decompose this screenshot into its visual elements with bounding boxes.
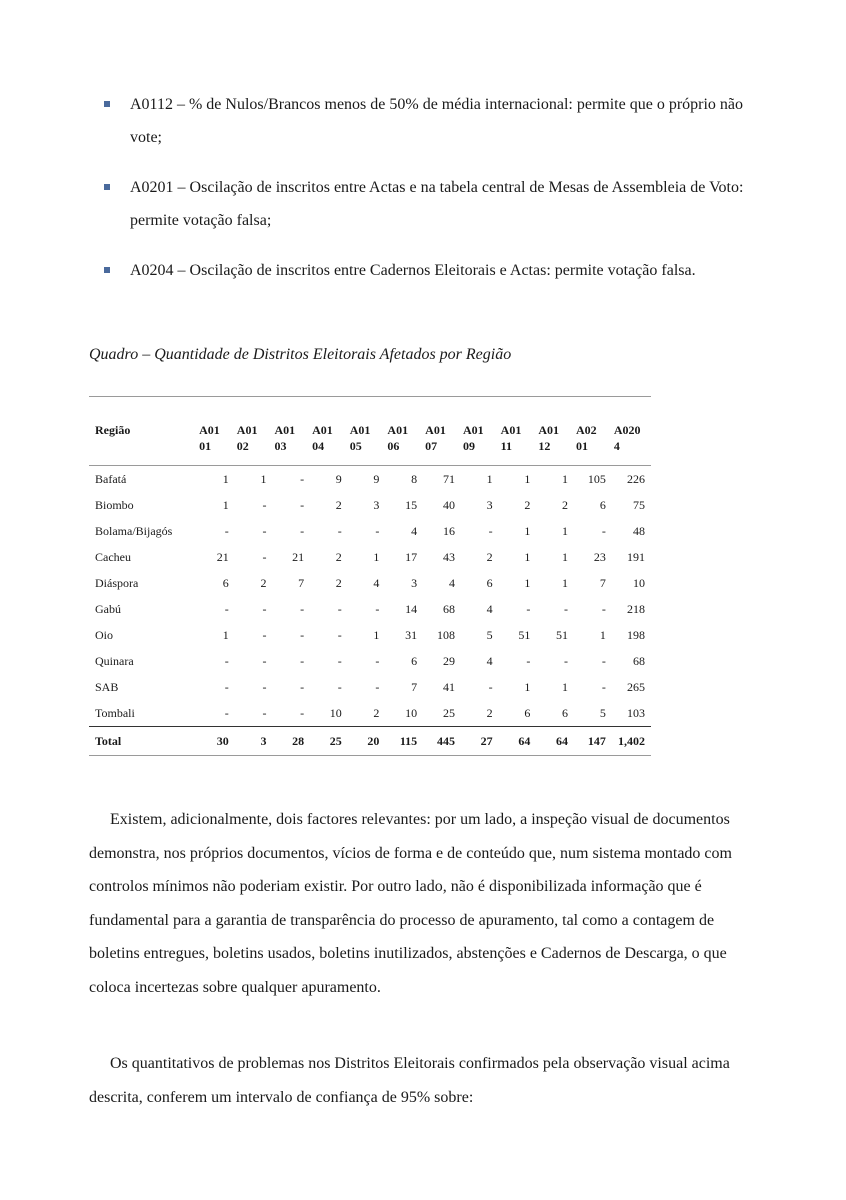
value-cell: - — [375, 680, 380, 694]
column-header-line2: 01 — [199, 439, 212, 453]
value-cell: 9 — [373, 472, 380, 486]
region-cell: Gabú — [95, 602, 121, 616]
value-cell: 17 — [405, 550, 418, 564]
value-cell: 1 — [524, 550, 531, 564]
bullet-text: A0201 – Oscilação de inscritos entre Actas e na tabela central de Mesas de Assembleia de Voto: permite votação falsa; — [130, 179, 744, 229]
value-cell: 1 — [373, 628, 380, 642]
table-caption: Quadro – Quantidade de Distritos Eleitorais Afetados por Região — [89, 346, 512, 363]
paragraph: Os quantitativos de problemas nos Distritos Eleitorais confirmados pela observação visual acima descrita, conferem um intervalo de confiança de 95% sobre: — [89, 1055, 730, 1106]
value-cell: 265 — [627, 680, 645, 694]
value-cell: 6 — [599, 498, 606, 512]
table-row — [89, 518, 651, 544]
value-cell: - — [262, 706, 267, 720]
value-cell: 1 — [561, 680, 568, 694]
table-row — [89, 466, 651, 493]
value-cell: - — [601, 602, 606, 616]
value-cell: - — [224, 680, 229, 694]
value-cell: - — [300, 680, 305, 694]
column-header-line1: A01 — [425, 423, 446, 437]
table-row — [89, 492, 651, 518]
value-cell: 1 — [524, 680, 531, 694]
value-cell: - — [375, 602, 380, 616]
value-cell: 2 — [260, 576, 267, 590]
column-header — [348, 399, 386, 466]
table-header-row — [89, 399, 651, 466]
column-header — [385, 399, 423, 466]
value-cell: 6 — [561, 706, 568, 720]
bullet-item — [104, 88, 764, 154]
table-row — [89, 648, 651, 674]
value-cell: 6 — [222, 576, 229, 590]
column-header — [612, 399, 651, 466]
value-cell: 15 — [405, 498, 418, 512]
value-cell: - — [262, 680, 267, 694]
value-cell: 105 — [587, 472, 606, 486]
column-header-line1: A01 — [463, 423, 484, 437]
region-cell: Total — [89, 727, 197, 756]
value-cell: - — [300, 706, 305, 720]
column-header-line2: 03 — [274, 439, 287, 453]
value-cell: 48 — [633, 524, 645, 538]
value-cell: 1 — [260, 472, 267, 486]
value-cell: 3 — [235, 727, 273, 756]
value-cell: 218 — [627, 602, 645, 616]
value-cell: 1 — [524, 472, 531, 486]
value-cell: - — [337, 628, 342, 642]
table-row — [89, 700, 651, 727]
value-cell: 7 — [599, 576, 606, 590]
column-header-line2: 11 — [500, 439, 513, 453]
value-cell: 68 — [633, 654, 645, 668]
value-cell: 75 — [633, 498, 645, 512]
paragraph: Existem, adicionalmente, dois factores relevantes: por um lado, a inspeção visual de documentos demonstra, nos próprios documentos, vícios de forma e de conteúdo que, num sistema montado com controlos mínimos não poderiam existir. Por outro lado, não é disponibilizada informação que é fundamental para a garantia de transparência do processo de apuramento, tal como a contagem de boletins entregues, boletins usados, boletins inutilizados, abstenções e Cadernos de Descarga, o que coloca incertezas sobre qualquer apuramento. — [89, 811, 732, 996]
value-cell: 445 — [423, 727, 461, 756]
bullet-item — [104, 254, 764, 287]
value-cell: - — [224, 706, 229, 720]
table-row — [89, 674, 651, 700]
value-cell: 1 — [222, 498, 229, 512]
value-cell: 16 — [443, 524, 456, 538]
value-cell: - — [375, 524, 380, 538]
value-cell: - — [601, 654, 606, 668]
value-cell: 4 — [411, 524, 418, 538]
column-header-line1: A01 — [349, 423, 371, 437]
value-cell: 64 — [499, 727, 537, 756]
value-cell: 1 — [222, 628, 229, 642]
value-cell: 1 — [222, 472, 229, 486]
region-cell: Cacheu — [95, 550, 131, 564]
value-cell: 6 — [486, 576, 493, 590]
value-cell: 2 — [561, 498, 568, 512]
value-cell: 27 — [461, 727, 499, 756]
column-header-line1: A01 — [538, 423, 559, 437]
column-header — [310, 399, 348, 466]
value-cell: 30 — [197, 727, 235, 756]
value-cell: 115 — [385, 727, 423, 756]
value-cell: - — [563, 654, 568, 668]
value-cell: 10 — [633, 576, 645, 590]
value-cell: 28 — [272, 727, 310, 756]
bullet-square-icon — [104, 101, 110, 107]
column-header-line2: 06 — [387, 439, 400, 453]
table-row — [89, 570, 651, 596]
value-cell: - — [526, 602, 531, 616]
column-header-line1: A01 — [274, 423, 296, 437]
value-cell: 3 — [373, 498, 380, 512]
value-cell: 20 — [348, 727, 386, 756]
value-cell: - — [488, 524, 493, 538]
value-cell: 68 — [443, 602, 456, 616]
value-cell: - — [337, 524, 342, 538]
value-cell: 41 — [443, 680, 456, 694]
value-cell: - — [262, 654, 267, 668]
districts-table — [89, 396, 651, 756]
region-cell: Bolama/Bijagós — [95, 524, 173, 538]
value-cell: 147 — [574, 727, 612, 756]
column-header — [536, 399, 574, 466]
value-cell: 29 — [443, 654, 456, 668]
region-cell: SAB — [95, 680, 119, 694]
value-cell: 25 — [310, 727, 348, 756]
column-header-line2: 07 — [425, 439, 438, 453]
value-cell: 6 — [411, 654, 418, 668]
column-header — [235, 399, 273, 466]
value-cell: 198 — [627, 628, 645, 642]
region-header: Região — [95, 423, 131, 437]
value-cell: - — [224, 602, 229, 616]
column-header-line2: 05 — [349, 439, 362, 453]
value-cell: 1 — [561, 550, 568, 564]
value-cell: 1 — [486, 472, 493, 486]
column-header-line2: 12 — [538, 439, 551, 453]
column-header-line1: A02 — [575, 423, 597, 437]
table-row — [89, 596, 651, 622]
region-cell: Tombali — [95, 706, 135, 720]
column-header-line1: A01 — [199, 423, 220, 437]
value-cell: 5 — [599, 706, 606, 720]
column-header-line2: 02 — [236, 439, 249, 453]
value-cell: - — [337, 654, 342, 668]
column-header-line2: 09 — [463, 439, 476, 453]
value-cell: - — [262, 602, 267, 616]
value-cell: - — [262, 524, 267, 538]
total-row — [89, 727, 651, 756]
value-cell: 4 — [373, 576, 380, 590]
value-cell: 2 — [373, 706, 380, 720]
table-body — [89, 466, 651, 756]
value-cell: 51 — [518, 628, 531, 642]
value-cell: 191 — [627, 550, 645, 564]
value-cell: 4 — [486, 654, 493, 668]
value-cell: 10 — [329, 706, 342, 720]
value-cell: 4 — [486, 602, 493, 616]
value-cell: 2 — [524, 498, 531, 512]
value-cell: 51 — [555, 628, 568, 642]
value-cell: 10 — [405, 706, 418, 720]
value-cell: - — [300, 472, 305, 486]
value-cell: - — [300, 602, 305, 616]
value-cell: 1 — [561, 576, 568, 590]
value-cell: - — [262, 498, 267, 512]
value-cell: - — [375, 654, 380, 668]
value-cell: 1,402 — [612, 727, 651, 756]
value-cell: 7 — [411, 680, 418, 694]
value-cell: 25 — [443, 706, 456, 720]
value-cell: 21 — [292, 550, 305, 564]
value-cell: - — [300, 524, 305, 538]
value-cell: 1 — [599, 628, 606, 642]
column-header-line1: A01 — [236, 423, 258, 437]
bullet-square-icon — [104, 184, 110, 190]
value-cell: - — [224, 524, 229, 538]
value-cell: 64 — [536, 727, 574, 756]
value-cell: 40 — [443, 498, 456, 512]
column-header-line1: A01 — [312, 423, 333, 437]
value-cell: 71 — [443, 472, 456, 486]
bullet-item — [104, 171, 764, 237]
column-header — [461, 399, 499, 466]
column-header-line2: 4 — [613, 439, 620, 453]
value-cell: 1 — [561, 524, 568, 538]
column-header — [423, 399, 461, 466]
bullet-text: A0204 – Oscilação de inscritos entre Cadernos Eleitorais e Actas: permite votação falsa. — [130, 262, 696, 279]
value-cell: 4 — [449, 576, 456, 590]
column-header-line1: A01 — [500, 423, 522, 437]
value-cell: 2 — [335, 498, 342, 512]
value-cell: - — [300, 498, 305, 512]
region-cell: Biombo — [95, 498, 134, 512]
value-cell: 1 — [373, 550, 380, 564]
value-cell: 6 — [524, 706, 531, 720]
value-cell: 2 — [335, 550, 342, 564]
value-cell: - — [337, 602, 342, 616]
bullet-square-icon — [104, 267, 110, 273]
column-header — [272, 399, 310, 466]
value-cell: 43 — [443, 550, 456, 564]
value-cell: - — [224, 654, 229, 668]
column-header-line2: 01 — [575, 439, 588, 453]
column-header-line1: A01 — [387, 423, 409, 437]
value-cell: 2 — [486, 706, 493, 720]
value-cell: 2 — [486, 550, 493, 564]
value-cell: 31 — [405, 628, 418, 642]
value-cell: 21 — [216, 550, 229, 564]
region-cell: Diáspora — [95, 576, 139, 590]
column-header — [574, 399, 612, 466]
value-cell: 3 — [411, 576, 418, 590]
criteria-bullet-list — [104, 88, 764, 304]
value-cell: 5 — [486, 628, 493, 642]
value-cell: 1 — [561, 472, 568, 486]
value-cell: 3 — [486, 498, 493, 512]
value-cell: 1 — [524, 524, 531, 538]
value-cell: 14 — [405, 602, 418, 616]
bullet-text: A0112 – % de Nulos/Brancos menos de 50% de média internacional: permite que o próprio não vote; — [130, 96, 744, 146]
value-cell: 2 — [335, 576, 342, 590]
table-row — [89, 622, 651, 648]
column-header — [499, 399, 537, 466]
value-cell: 1 — [524, 576, 531, 590]
region-cell: Bafatá — [95, 472, 127, 486]
value-cell: - — [488, 680, 493, 694]
column-header-line1: A020 — [613, 423, 641, 437]
region-cell: Oio — [95, 628, 113, 642]
column-header-line2: 04 — [312, 439, 325, 453]
value-cell: 103 — [627, 706, 645, 720]
value-cell: 8 — [411, 472, 418, 486]
table-row — [89, 544, 651, 570]
value-cell: 9 — [335, 472, 342, 486]
value-cell: 23 — [593, 550, 606, 564]
value-cell: - — [601, 524, 606, 538]
value-cell: - — [337, 680, 342, 694]
value-cell: - — [262, 628, 267, 642]
value-cell: - — [262, 550, 267, 564]
value-cell: - — [601, 680, 606, 694]
region-cell: Quinara — [95, 654, 134, 668]
value-cell: 108 — [437, 628, 456, 642]
value-cell: - — [300, 654, 305, 668]
value-cell: - — [563, 602, 568, 616]
value-cell: 226 — [627, 472, 645, 486]
value-cell: - — [300, 628, 305, 642]
value-cell: - — [526, 654, 531, 668]
column-header — [197, 399, 235, 466]
value-cell: 7 — [298, 576, 305, 590]
